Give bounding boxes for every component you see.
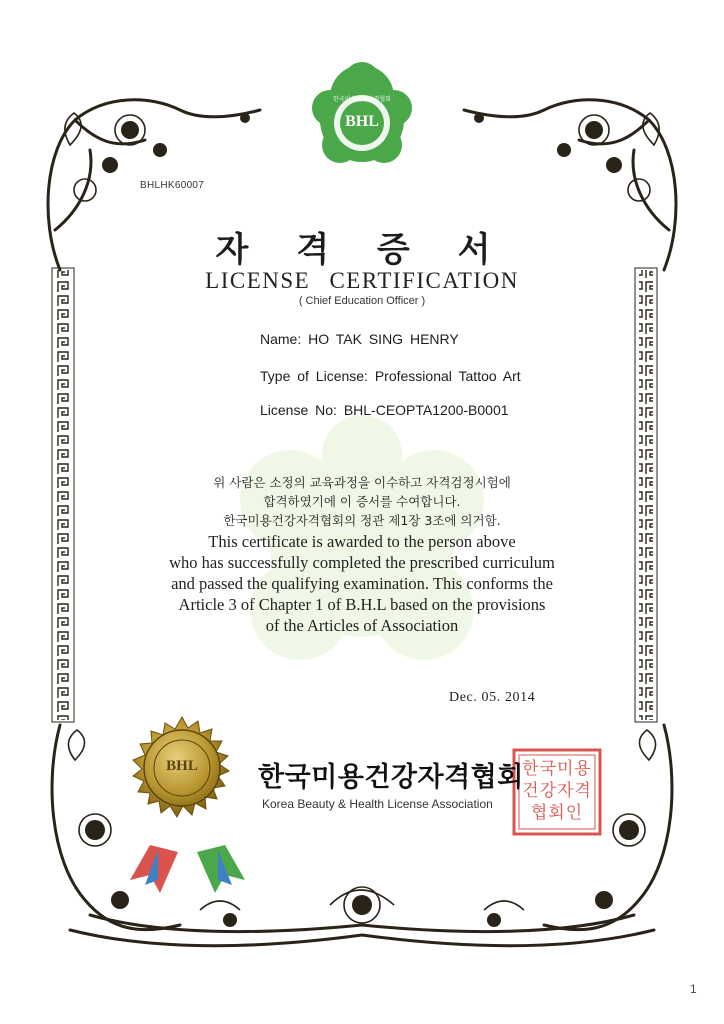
name-field: Name: HO TAK SING HENRY (260, 331, 459, 347)
issue-date: Dec. 05. 2014 (449, 690, 536, 705)
english-body-line: This certificate is awarded to the person above (208, 532, 516, 551)
page-number: 1 (690, 982, 697, 996)
korean-body-line: 합격하였기에 이 증서를 수여합니다. (263, 494, 461, 509)
license-number-field: License No: BHL-CEOPTA1200-B0001 (260, 402, 509, 418)
gold-seal (130, 717, 245, 893)
subtitle: ( Chief Education Officer ) (298, 295, 426, 307)
title-korean: 자 격 증 서 (215, 230, 509, 270)
english-body-line: of the Articles of Association (265, 616, 459, 635)
top-emblem-ring-text: 한국미용건강자격협회 (333, 96, 391, 103)
top-emblem-label: BHL (345, 113, 379, 130)
english-body-line: who has successfully completed the prescribed curriculum (169, 553, 555, 572)
certificate-number: BHLHK60007 (140, 180, 205, 191)
red-stamp-text: 한국미용건강자격협회인 (522, 759, 592, 823)
license-type-field: Type of License: Professional Tattoo Art (260, 368, 521, 384)
english-body-line: and passed the qualifying examination. This conforms the (171, 574, 553, 593)
organization-name-english: Korea Beauty & Health License Association (262, 797, 493, 811)
organization-name-korean: 한국미용건강자격협회 (258, 762, 524, 793)
gold-seal-label: BHL (166, 758, 198, 774)
korean-body-line: 한국미용건강자격협회의 정관 제1장 3조에 의거함. (223, 513, 501, 528)
english-body-line: Article 3 of Chapter 1 of B.H.L based on the provisions (178, 595, 546, 614)
korean-body-line: 위 사람은 소정의 교육과정을 이수하고 자격검정시험에 (213, 475, 511, 490)
title-english: LICENSE CERTIFICATION (205, 268, 519, 293)
